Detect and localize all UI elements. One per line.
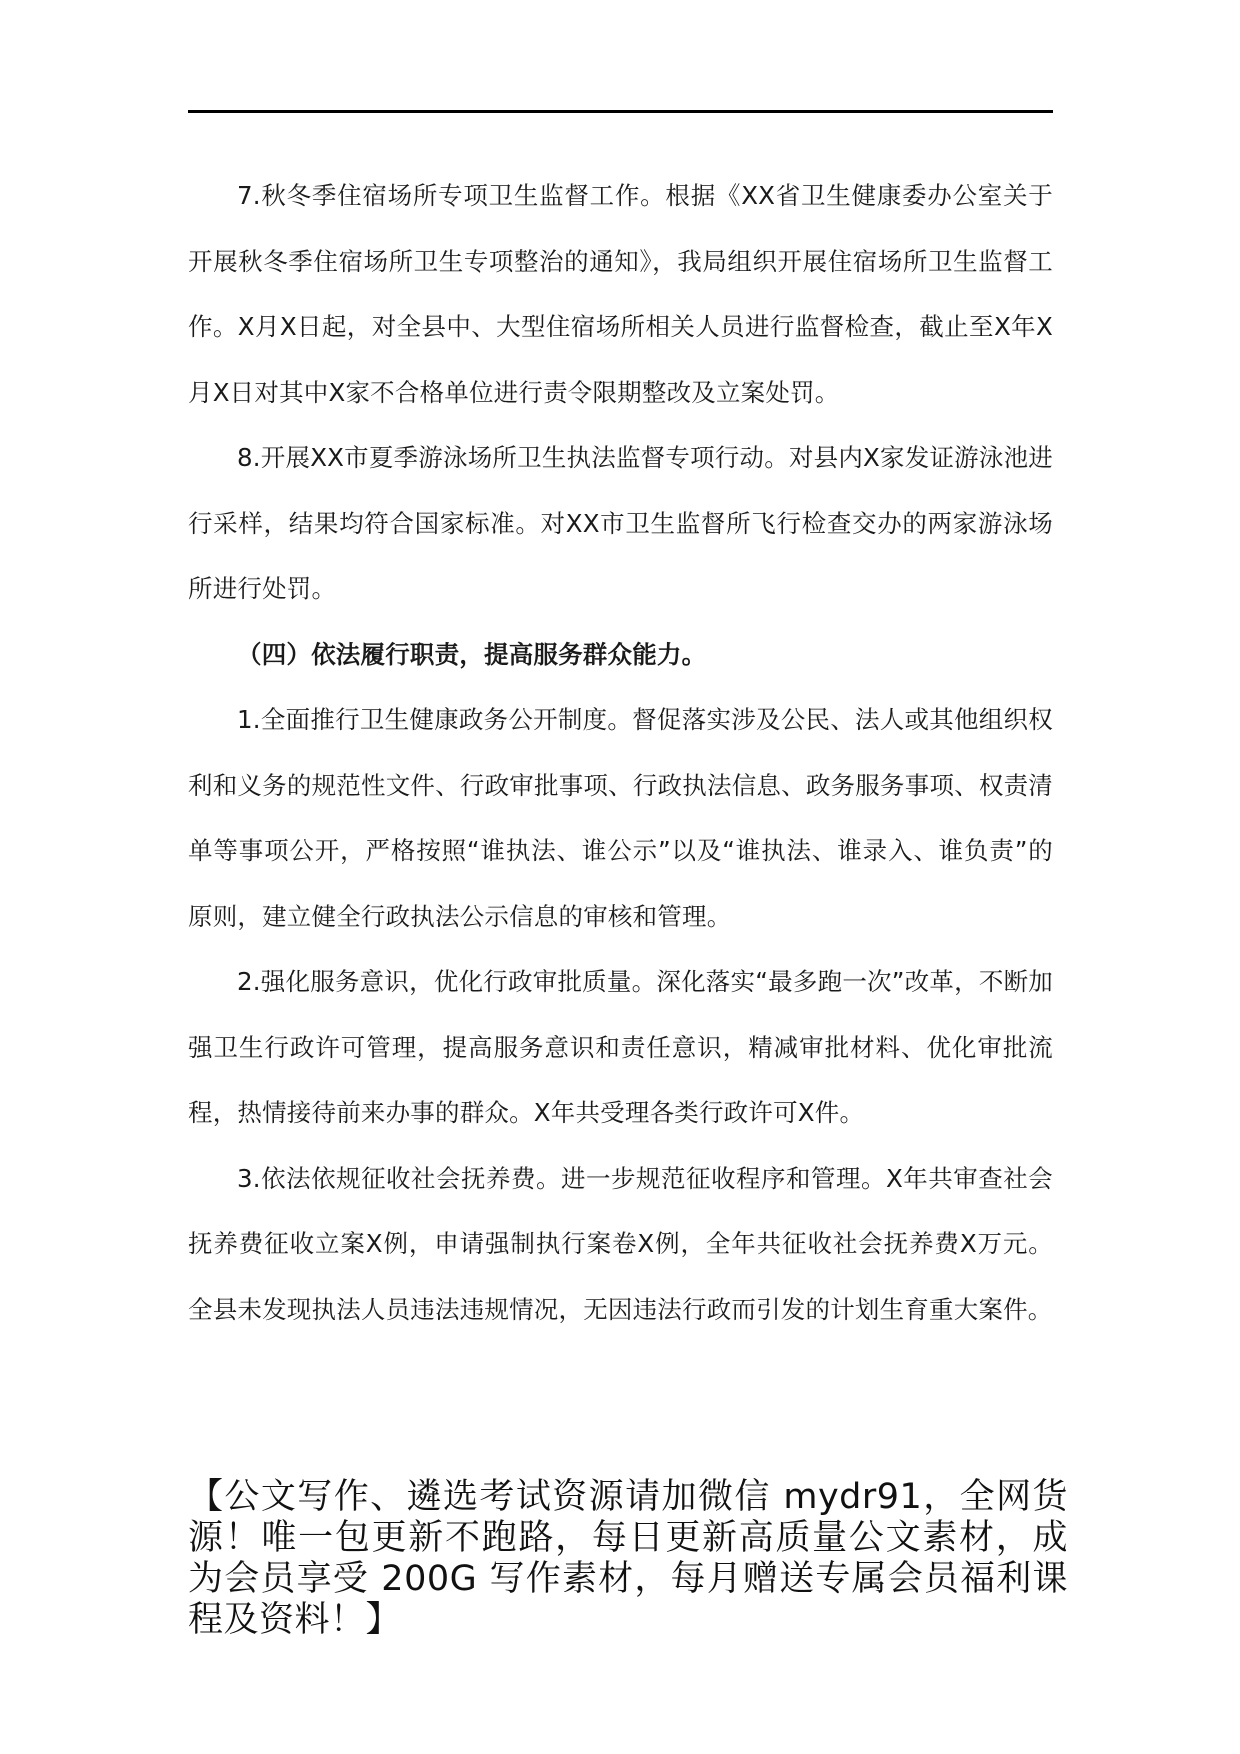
document-body <box>188 163 1053 1342</box>
header-rule <box>188 110 1053 113</box>
paragraph-item-3: 3.依法依规征收社会抚养费。进一步规范征收程序和管理。X年共审查社会抚养费征收立案X例，申请强制执行案卷X例，全年共征收社会抚养费X万元。全县未发现执法人员违法违规情况，无因违法行政而引发的计划生育重大案件。 <box>188 1163 1053 1324</box>
paragraph-item-2: 2.强化服务意识，优化行政审批质量。深化落实“最多跑一次”改革，不断加强卫生行政许可管理，提高服务意识和责任意识，精减审批材料、优化审批流程，热情接待前来办事的群众。X年共受理各类行政许可X件。 <box>188 967 1053 1127</box>
paragraph-item-7: 7.秋冬季住宿场所专项卫生监督工作。根据《XX省卫生健康委办公室关于开展秋冬季住宿场所卫生专项整治的通知》，我局组织开展住宿场所卫生监督工作。X月X日起，对全县中、大型住宿场所相关人员进行监督检查，截止至X年X月X日对其中X家不合格单位进行责令限期整改及立案处罚。 <box>188 181 1053 407</box>
paragraph-item-8: 8.开展XX市夏季游泳场所卫生执法监督专项行动。对县内X家发证游泳池进行采样，结果均符合国家标准。对XX市卫生监督所飞行检查交办的两家游泳场所进行处罚。 <box>188 443 1053 603</box>
paragraph-item-1: 1.全面推行卫生健康政务公开制度。督促落实涉及公民、法人或其他组织权利和义务的规范性文件、行政审批事项、行政执法信息、政务服务事项、权责清单等事项公开，严格按照“谁执法、谁公示”以及“谁执法、谁录入、谁负责”的原则，建立健全行政执法公示信息的审核和管理。 <box>188 705 1053 931</box>
promo-notice: 【公文写作、遴选考试资源请加微信 mydr91，全网货源！唯一包更新不跑路，每日更新高质量公文素材，成为会员享受 200G 写作素材，每月赠送专属会员福利课程及资料！】 <box>188 1477 1068 1640</box>
section-heading: （四）依法履行职责，提高服务群众能力。 <box>237 639 707 669</box>
